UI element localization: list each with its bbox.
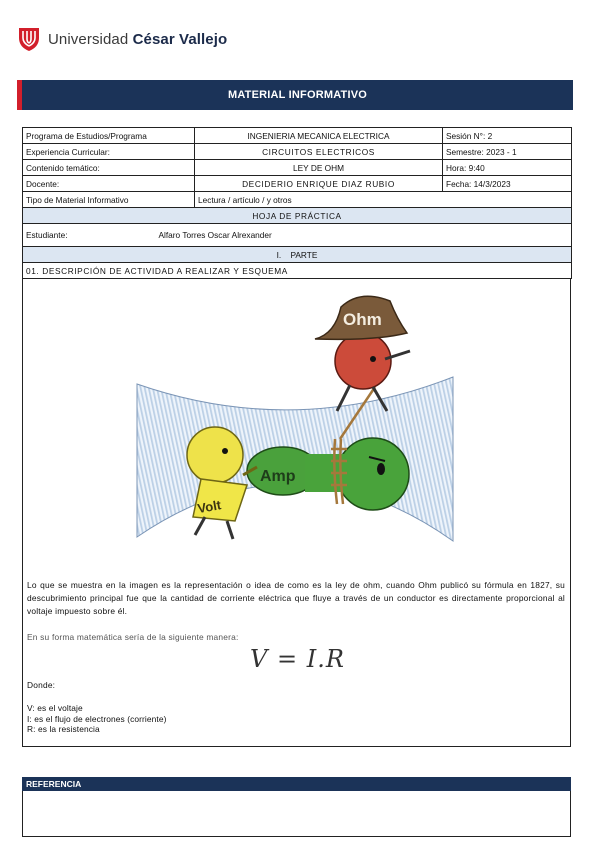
ohms-law-formula: V = I.R	[250, 645, 345, 673]
row-estudiante	[23, 224, 572, 247]
ohms-law-illustration	[135, 289, 455, 554]
hora-cell: Hora: 9:40	[443, 160, 572, 176]
actividad-heading: 01. DESCRIPCIÓN DE ACTIVIDAD A REALIZAR Y ESQUEMA	[23, 263, 572, 279]
fecha-cell: Fecha: 14/3/2023	[443, 176, 572, 192]
banner-title: MATERIAL INFORMATIVO	[227, 89, 368, 101]
experiencia-label: Experiencia Curricular:	[23, 144, 195, 160]
donde-label: Donde:	[27, 680, 56, 690]
programa-label: Programa de Estudios/Programa	[23, 128, 195, 144]
row-contenido	[23, 160, 572, 176]
row-parte	[23, 247, 572, 263]
parte-heading: I. PARTE	[23, 247, 572, 263]
experiencia-value: CIRCUITOS ELECTRICOS	[195, 144, 443, 160]
hoja-practica-heading: HOJA DE PRÁCTICA	[23, 208, 572, 224]
docente-label: Docente:	[23, 176, 195, 192]
description-paragraph: Lo que se muestra en la imagen es la representación o idea de como es la ley de ohm, cuando Ohm publicó su fórmula en 1827, su descubrimiento principal fue que la cantidad de corriente eléctrica que fluye a través de un conductor es directamente proporcional al voltaje impuesto sobre él.	[27, 580, 565, 616]
content-area	[22, 279, 571, 747]
row-programa	[23, 128, 572, 144]
row-actividad	[23, 263, 572, 279]
svg-text:Volt: Volt	[196, 497, 223, 517]
info-table	[22, 127, 572, 279]
def-current: I: es el flujo de electrones (corriente)	[27, 713, 167, 724]
title-banner	[17, 80, 573, 110]
estudiante-label: Estudiante:	[23, 224, 195, 247]
referencia-box	[22, 791, 571, 837]
svg-text:Ohm: Ohm	[343, 310, 382, 329]
tipo-value: Lectura / artículo / y otros	[195, 192, 572, 208]
row-experiencia	[23, 144, 572, 160]
row-tipo	[23, 192, 572, 208]
contenido-label: Contenido temático:	[23, 160, 195, 176]
formula-intro: En su forma matemática sería de la siguiente manera:	[27, 632, 239, 642]
ohm-character	[315, 296, 410, 411]
tipo-label: Tipo de Material Informativo	[23, 192, 195, 208]
sesion-cell: Sesión N°: 2	[443, 128, 572, 144]
svg-text:Amp: Amp	[260, 468, 296, 485]
university-logo	[18, 26, 227, 52]
estudiante-value: Alfaro Torres Oscar Alrexander	[195, 224, 572, 247]
docente-value: DECIDERIO ENRIQUE DIAZ RUBIO	[195, 176, 443, 192]
variable-definitions	[27, 703, 166, 735]
university-name: Universidad César Vallejo	[48, 30, 228, 48]
semestre-cell: Semestre: 2023 - 1	[443, 144, 572, 160]
shield-logo-icon	[18, 26, 40, 52]
contenido-value: LEY DE OHM	[195, 160, 443, 176]
def-voltage: V: es el voltaje	[27, 703, 83, 713]
referencia-heading: REFERENCIA	[22, 777, 571, 791]
row-docente	[23, 176, 572, 192]
row-hoja	[23, 208, 572, 224]
def-resistance: R: es la resistencia	[27, 724, 100, 734]
programa-value: INGENIERIA MECANICA ELECTRICA	[195, 128, 443, 144]
